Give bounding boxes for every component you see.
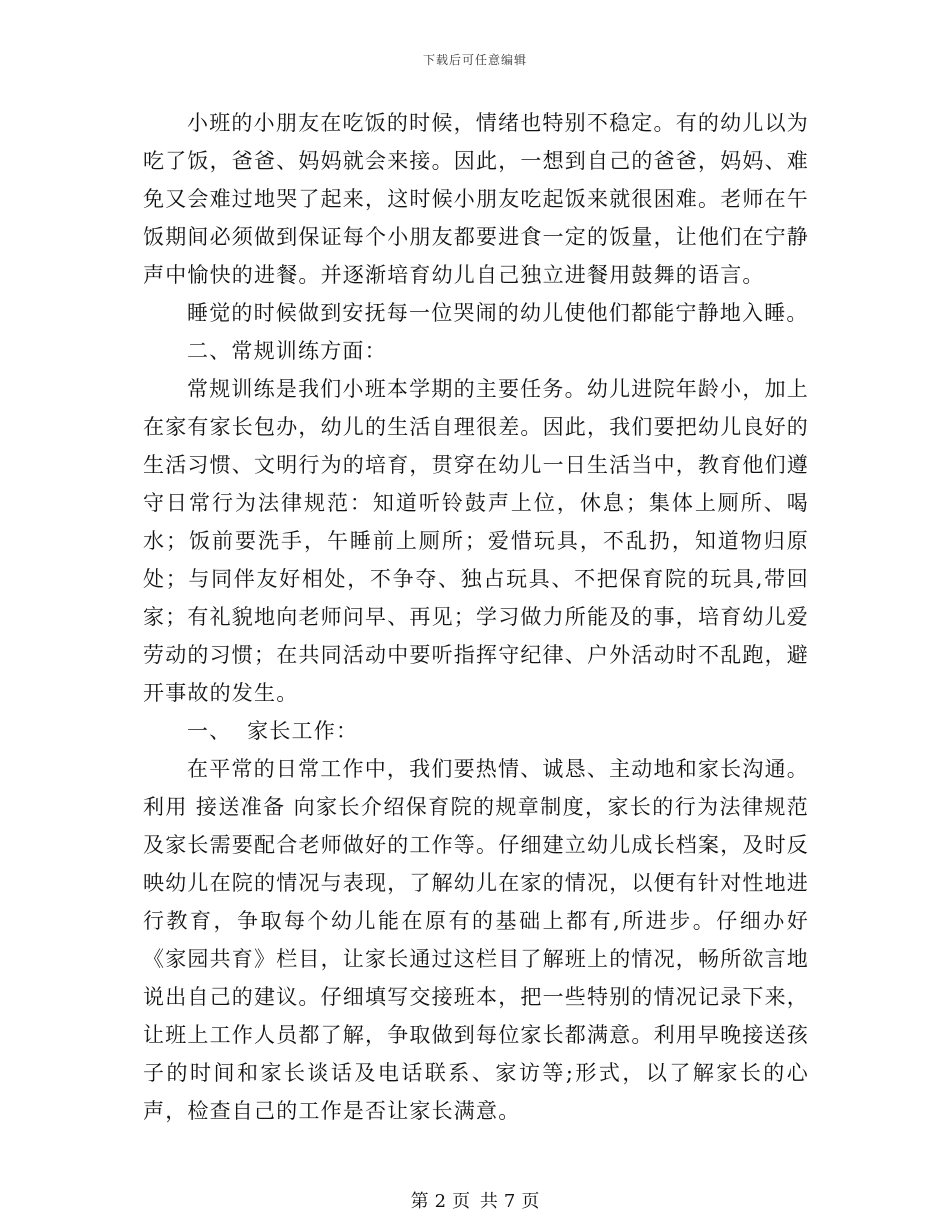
section-heading-routine-training: 二、常规训练方面：	[187, 339, 387, 363]
footer-label-of: 页 共	[452, 1191, 498, 1212]
page-header-note: 下载后可任意编辑	[422, 53, 527, 67]
paragraph-parent-work: 在平常的日常工作中，我们要热情、诚恳、主动地和家长沟通。利用 接送准备 向家长介绍保育院的规章制度，家长的行为法律规范及家长需要配合老师做好的工作等。仔细建立幼儿成长档案，及时反映幼儿在院的情况与表现，了解幼儿在家的情况，以便有针对性地进行教育，争取每个幼儿能在原有的基础上都有,所进步。仔细办好《家园共育》栏目，让家长通过这栏目了解班上的情况，畅所欲言地说出自己的建议。仔细填写交接班本，把一些特别的情况记录下来，让班上工作人员都了解，争取做到每位家长都满意。利用早晚接送孩子的时间和家长谈话及电话联系、家访等;形式，以了解家长的心声，检查自己的工作是否让家长满意。	[143, 757, 809, 1123]
footer-current-page: 2	[434, 1191, 447, 1212]
footer-label-page: 第	[410, 1191, 429, 1212]
paragraph-meal-time: 小班的小朋友在吃饭的时候，情绪也特别不稳定。有的幼儿以为吃了饭，爸爸、妈妈就会来接。因此，一想到自己的爸爸，妈妈、难免又会难过地哭了起来，这时候小朋友吃起饭来就很困难。老师在午饭期间必须做到保证每个小朋友都要进食一定的饭量，让他们在宁静声中愉快的进餐。并逐渐培育幼儿自己独立进餐用鼓舞的语言。	[143, 111, 809, 287]
paragraph-sleep-time: 睡觉的时候做到安抚每一位哭闹的幼儿使他们都能宁静地入睡。	[187, 301, 809, 325]
section-heading-parent-work: 一、 家长工作：	[187, 719, 359, 743]
page-footer	[0, 1187, 950, 1213]
document-body	[143, 104, 809, 1130]
footer-total-pages: 7	[503, 1191, 516, 1212]
footer-label-end: 页	[521, 1191, 540, 1212]
paragraph-routine-training: 常规训练是我们小班本学期的主要任务。幼儿进院年龄小，加上在家有家长包办，幼儿的生活自理很差。因此，我们要把幼儿良好的生活习惯、文明行为的培育，贯穿在幼儿一日生活当中，教育他们遵守日常行为法律规范：知道听铃鼓声上位，休息；集体上厕所、喝水；饭前要洗手，午睡前上厕所；爱惜玩具，不乱扔，知道物归原处；与同伴友好相处，不争夺、独占玩具、不把保育院的玩具,带回家；有礼貌地向老师问早、再见；学习做力所能及的事，培育幼儿爱劳动的习惯；在共同活动中要听指挥守纪律、户外活动时不乱跑，避开事故的发生。	[143, 377, 809, 705]
